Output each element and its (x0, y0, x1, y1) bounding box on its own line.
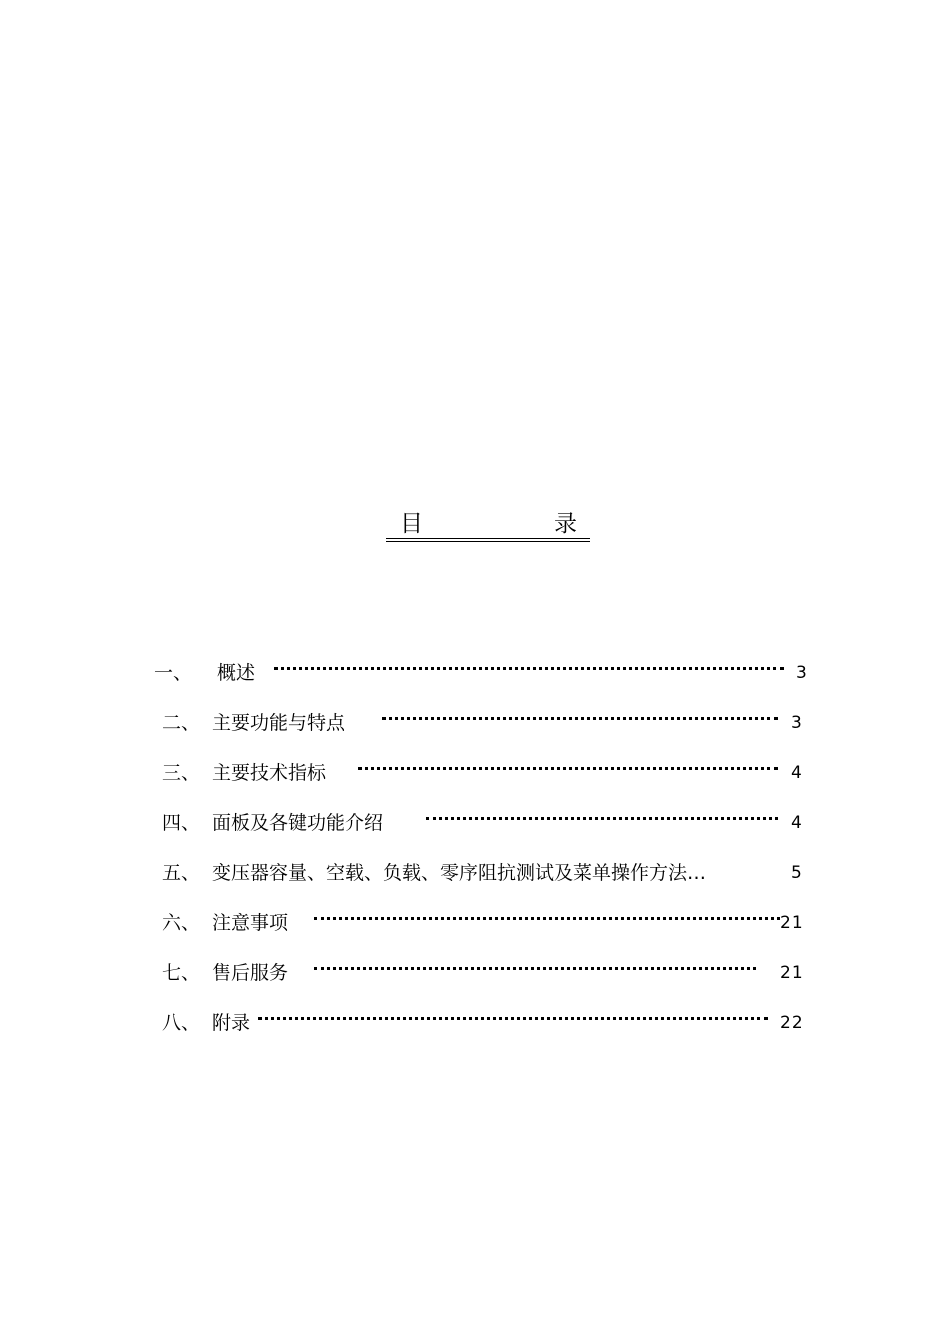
toc-entry-2[interactable] (0, 708, 950, 738)
toc-leader-dots (382, 717, 778, 720)
toc-leader-dots (258, 1017, 768, 1020)
toc-title-char-1: 目 (400, 511, 423, 537)
toc-entry-label: 售后服务 (212, 962, 289, 984)
toc-entry-label: 附录 (212, 1012, 251, 1034)
toc-entry-page: 21 (780, 913, 804, 933)
toc-leader-dots (358, 767, 778, 770)
toc-entry-page: 4 (791, 763, 803, 783)
toc-entry-6[interactable] (0, 908, 950, 938)
toc-entry-page: 3 (791, 713, 803, 733)
toc-entry-number: 一、 (154, 662, 193, 684)
toc-leader-dots (274, 667, 784, 670)
toc-entry-label: 概述 (217, 662, 256, 684)
toc-entry-page: 21 (780, 963, 804, 983)
toc-entry-number: 五、 (162, 862, 201, 884)
toc-entry-label: 面板及各键功能介绍 (212, 812, 384, 834)
toc-entry-number: 三、 (162, 762, 201, 784)
toc-entry-7[interactable] (0, 958, 950, 988)
toc-entry-4[interactable] (0, 808, 950, 838)
toc-entry-3[interactable] (0, 758, 950, 788)
toc-entry-label: 主要功能与特点 (212, 712, 346, 734)
toc-entry-page: 5 (791, 863, 803, 883)
toc-entry-label: 注意事项 (212, 912, 289, 934)
toc-entry-label: 变压器容量、空载、负载、零序阻抗测试及菜单操作方法… (212, 862, 707, 884)
toc-entry-number: 六、 (162, 912, 201, 934)
toc-leader-dots (314, 917, 780, 920)
toc-entry-5[interactable] (0, 858, 950, 888)
toc-entry-page: 22 (780, 1013, 804, 1033)
toc-entry-number: 四、 (162, 812, 201, 834)
toc-entry-label: 主要技术指标 (212, 762, 327, 784)
toc-entry-page: 4 (791, 813, 803, 833)
toc-leader-dots (314, 967, 756, 970)
toc-entry-1[interactable] (0, 658, 950, 688)
toc-entry-number: 七、 (162, 962, 201, 984)
toc-entry-number: 八、 (162, 1012, 201, 1034)
toc-leader-dots (426, 817, 778, 820)
toc-entry-number: 二、 (162, 712, 201, 734)
toc-entry-page: 3 (796, 663, 808, 683)
toc-title-char-2: 录 (554, 511, 577, 537)
toc-entry-8[interactable] (0, 1008, 950, 1038)
